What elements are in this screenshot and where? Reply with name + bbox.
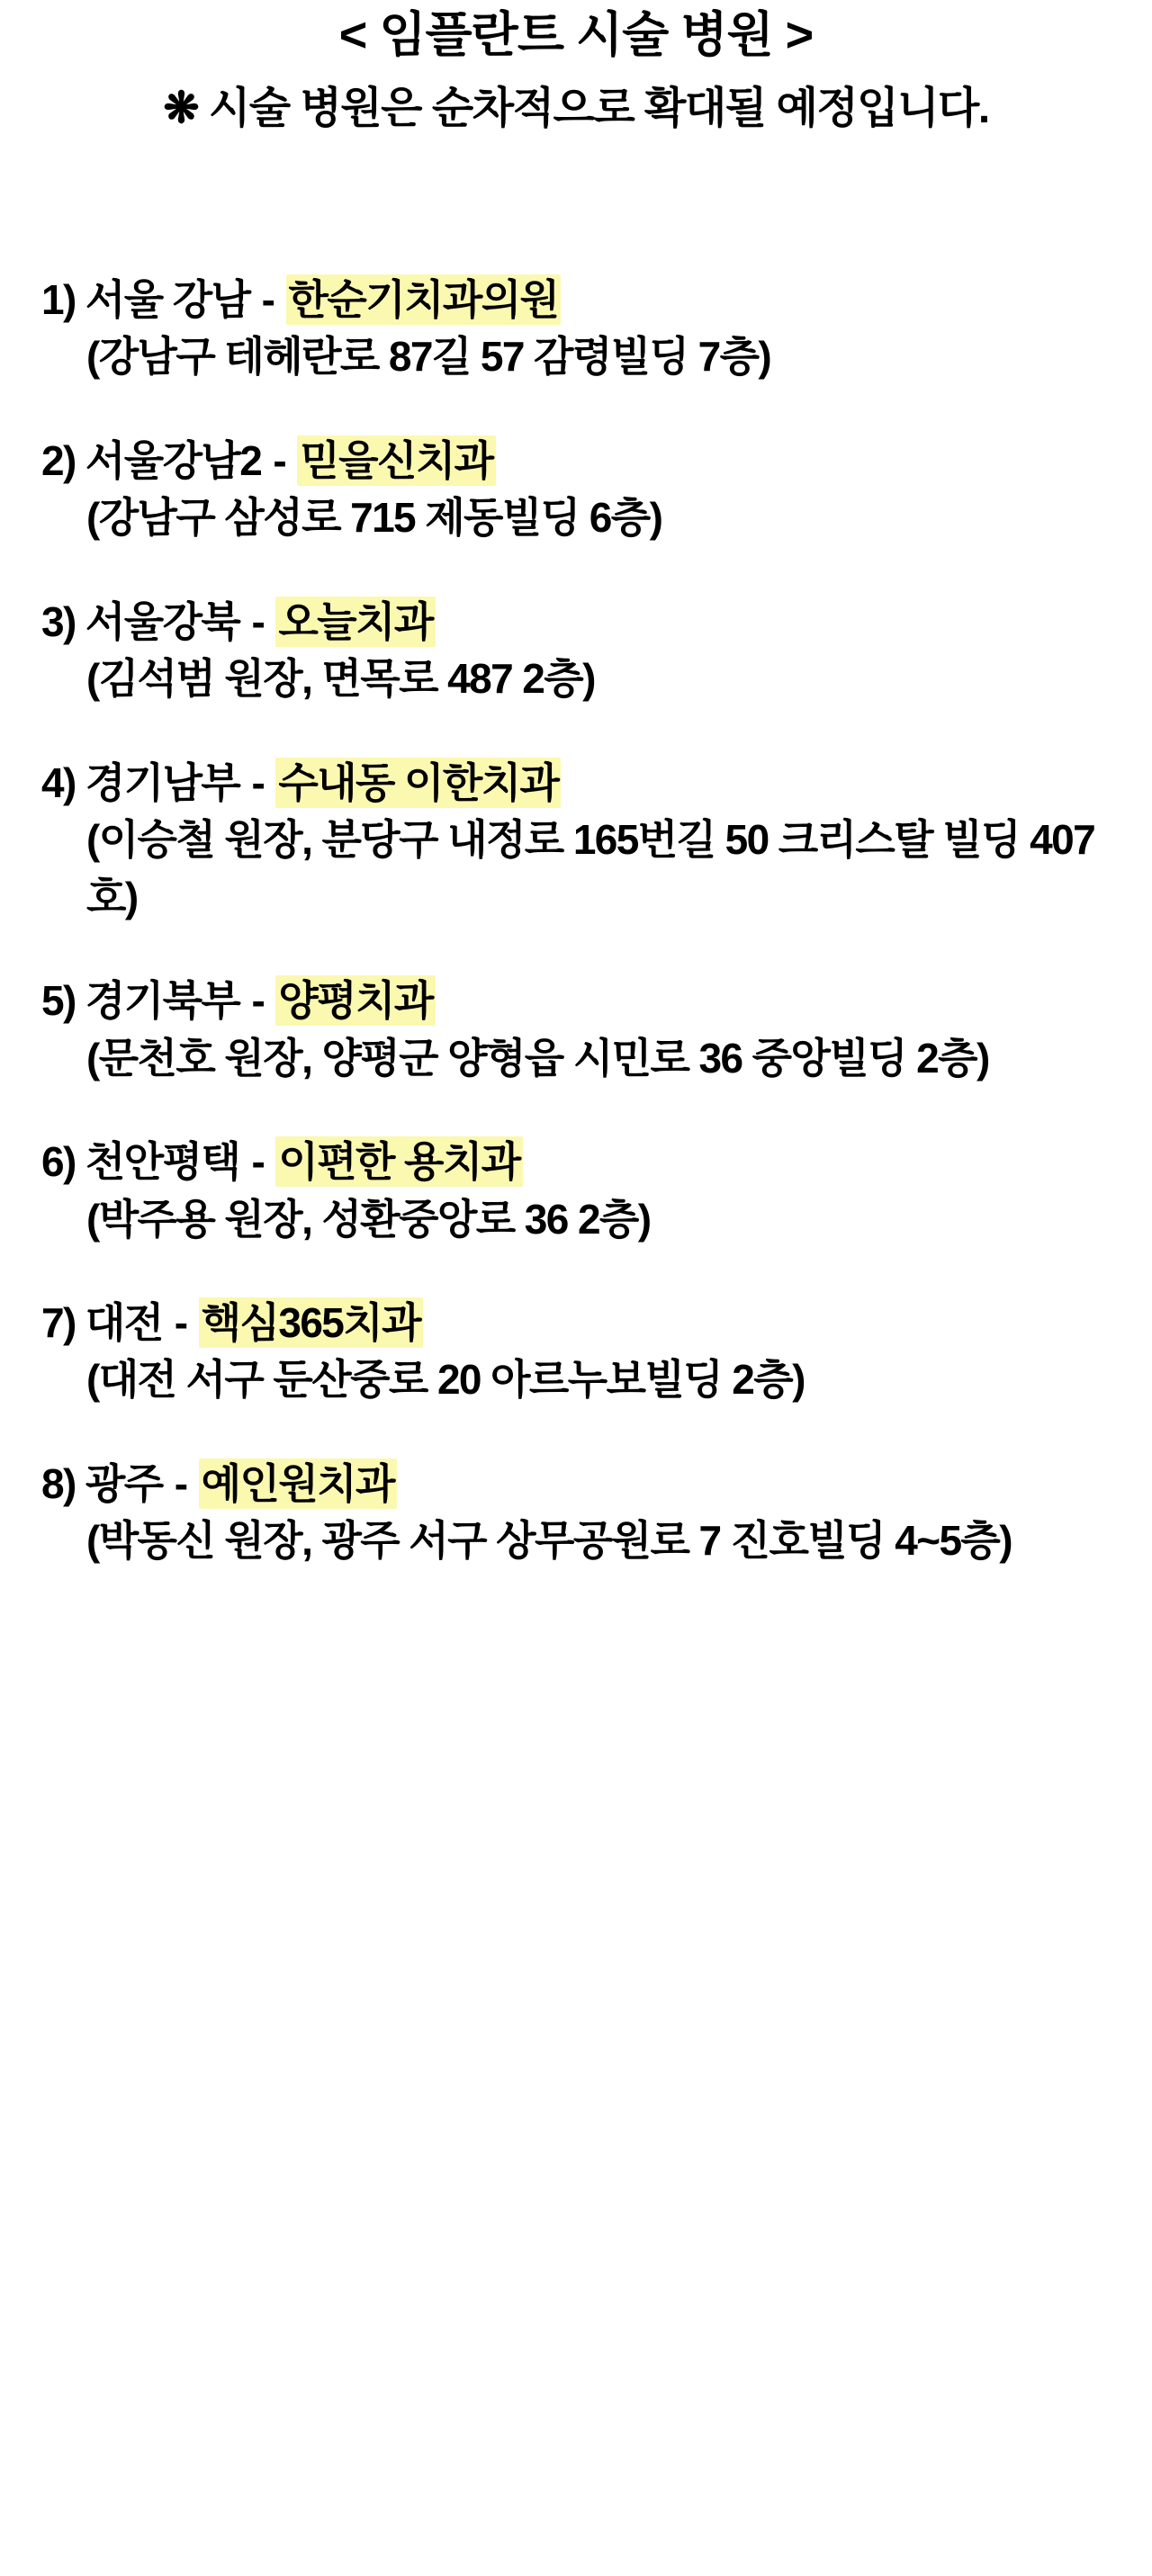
entry-region: 서울 강남 xyxy=(85,275,250,323)
entry-number: 7) xyxy=(41,1298,76,1346)
clinic-name: 양평치과 xyxy=(275,975,435,1026)
entry-dash: - xyxy=(174,1459,187,1507)
clinic-address: (대전 서구 둔산중로 20 아르누보빌딩 2층) xyxy=(86,1356,805,1404)
clinic-address: (박동신 원장, 광주 서구 상무공원로 7 진호빌딩 4~5층) xyxy=(86,1517,1012,1565)
entry-dash: - xyxy=(251,597,265,645)
list-item xyxy=(36,433,1116,547)
entry-region: 경기북부 xyxy=(85,977,240,1025)
entry-number: 1) xyxy=(41,275,76,323)
entry-region: 서울강북 xyxy=(85,597,240,645)
entry-dash: - xyxy=(251,1138,265,1186)
clinic-address: (강남구 테헤란로 87길 57 감령빌딩 7층) xyxy=(86,333,771,381)
page-subtitle: ❋ 시술 병원은 순차적으로 확대될 예정입니다. xyxy=(163,84,989,132)
entry-dash: - xyxy=(251,758,265,806)
clinic-address: (김석범 원장, 면목로 487 2층) xyxy=(86,655,595,703)
entry-dash: - xyxy=(261,275,274,323)
list-item xyxy=(36,594,1116,708)
entry-dash: - xyxy=(251,977,265,1025)
clinic-name: 예인원치과 xyxy=(199,1459,397,1509)
clinic-address: (박주용 원장, 성환중앙로 36 2층) xyxy=(86,1195,651,1243)
clinic-heading xyxy=(36,433,1116,489)
entry-region: 광주 xyxy=(85,1459,163,1507)
list-item xyxy=(36,973,1116,1087)
list-item xyxy=(36,755,1116,926)
clinic-address: (문천호 원장, 양평군 양형읍 시민로 36 중앙빌딩 2층) xyxy=(86,1034,989,1082)
entry-number: 5) xyxy=(41,977,76,1025)
entry-region: 경기남부 xyxy=(85,758,240,806)
entry-number: 2) xyxy=(41,436,76,484)
entry-region: 서울강남2 xyxy=(85,436,262,484)
clinic-heading xyxy=(36,1134,1116,1190)
list-item xyxy=(36,272,1116,386)
clinic-heading xyxy=(36,1456,1116,1512)
entry-number: 8) xyxy=(41,1459,76,1507)
page-title: < 임플란트 시술 병원 > xyxy=(338,8,814,62)
clinic-name: 수내동 이한치과 xyxy=(275,758,561,808)
list-item xyxy=(36,1295,1116,1409)
clinic-address: (이승철 원장, 분당구 내정로 165번길 50 크리스탈 빌딩 407호) xyxy=(86,816,1095,920)
clinic-name: 믿을신치과 xyxy=(297,435,495,486)
clinic-address: (강남구 삼성로 715 제동빌딩 6층) xyxy=(86,494,662,542)
clinic-heading xyxy=(36,973,1116,1029)
clinic-heading xyxy=(36,755,1116,812)
entry-number: 6) xyxy=(41,1138,76,1186)
title-spacer xyxy=(36,137,1116,272)
clinic-heading xyxy=(36,272,1116,328)
entry-number: 3) xyxy=(41,597,76,645)
clinic-name: 오늘치과 xyxy=(275,597,435,647)
clinic-name: 이편한 용치과 xyxy=(275,1136,522,1187)
list-item xyxy=(36,1456,1116,1570)
clinic-list xyxy=(36,272,1116,1570)
entry-dash: - xyxy=(174,1298,187,1346)
clinic-heading xyxy=(36,594,1116,651)
clinic-heading xyxy=(36,1295,1116,1351)
clinic-name: 핵심365치과 xyxy=(199,1297,423,1348)
entry-region: 천안평택 xyxy=(85,1138,240,1186)
entry-dash: - xyxy=(273,436,286,484)
entry-region: 대전 xyxy=(85,1298,163,1346)
entry-number: 4) xyxy=(41,758,76,806)
list-item xyxy=(36,1134,1116,1248)
clinic-name: 한순기치과의원 xyxy=(286,274,562,325)
title-block xyxy=(36,0,1116,137)
